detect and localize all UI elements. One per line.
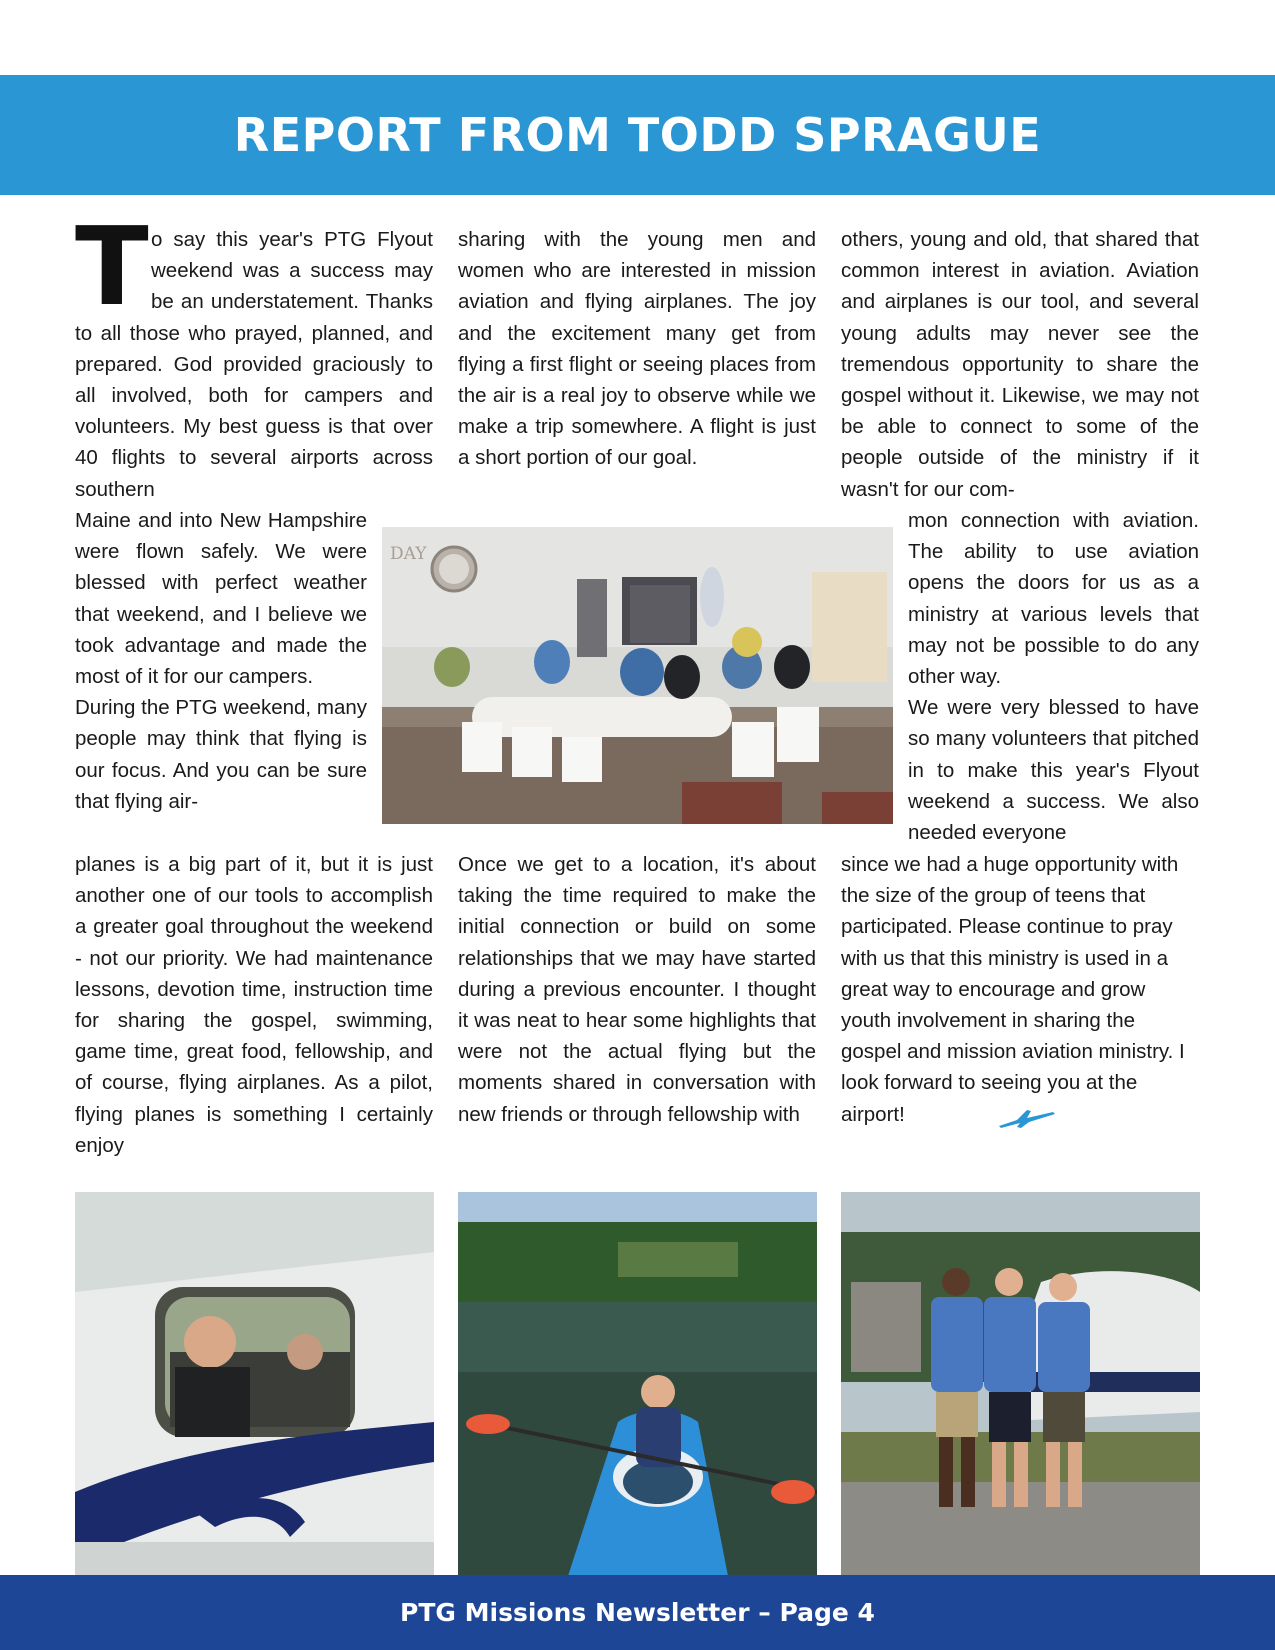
article-para-4: Once we get to a location, it's about taking the time required to make the initial connection or build on some relationships that we may have started during a previous encounter. I thought it was neat to hear some highlights that were not the actual flying but the moments shared in conversation with new friends or through fellowship with [458,853,816,1126]
article-col2-top [458,224,816,474]
article-para-3: sharing with the young men and women who are interested in mission aviation and flying airplanes. The joy and the excitement many get from flying a first flight or seeing places from the air is a real joy to observe while we make a trip somewhere. A flight is just a short portion of our goal. [458,228,816,470]
page-title: REPORT FROM TODD SPRAGUE [233,108,1042,162]
title-banner [0,75,1275,195]
article-intro: o say this year's PTG Flyout weekend was a success may be an understatement. [151,228,433,314]
article-col3-bottom [841,849,1199,1130]
article-para-6b: since we had a huge opportunity with the size of the group of teens that participated. Please continue to pray with us that this ministry is used in a great way to encourage and grow youth involvement in sharing the gospel and mission aviation ministry. I look forward to seeing you at the airport! [841,853,1185,1126]
article-para-5a: others, young and old, that shared that common interest in aviation. Aviation and airplanes is our tool, and several young adults may never see the tremendous opportunity to share the gospel without it. Likewise, we may not be able to connect to some of the people outside of the ministry if it wasn't for our com- [841,228,1199,501]
drop-cap: T [75,205,149,330]
article-para-1b: Maine and into New Hampshire were flown safely. We were blessed with perfect weather that weekend, and I believe we took advantage and made the most of it for our campers. [75,509,367,689]
photo-sign-text: DAY [390,544,427,564]
article-para-5b: mon connection with aviation. The ability to use aviation opens the doors for us as a ministry at various levels that may not be possible to do any other way. [908,509,1199,689]
article-col2-bottom [458,849,816,1130]
article-para-6a: We were very blessed to have so many volunteers that pitched in to make this year's Flyout weekend a success. We also needed everyone [908,696,1199,845]
article-col1-top [75,205,434,505]
kayak-photo [458,1192,817,1576]
article-para-2b: planes is a big part of it, but it is just another one of our tools to accomplish a greater goal throughout the weekend - not our priority. We had maintenance lessons, devotion time, instruction time for sharing the gospel, swimming, game time, great food, fellowship, and of course, flying airplanes. As a pilot, flying planes is something I certainly enjoy [75,853,433,1157]
meeting-room-photo [382,527,893,824]
page-footer [0,1575,1275,1650]
article-para-2a: During the PTG weekend, many people may think that flying is our focus. And you can be sure that flying air- [75,696,367,813]
article-col3-wrap [908,505,1199,848]
article-para-1a: Thanks to all those who prayed, planned, and prepared. God provided graciously to all involved, both for campers and volunteers. My best guess is that over 40 flights to several airports across southern [75,290,434,501]
airplane-icon [997,1104,1057,1130]
article-col3-top [841,224,1199,505]
footer-text: PTG Missions Newsletter – Page 4 [400,1598,875,1627]
article-col1-bottom [75,849,433,1161]
cockpit-photo [75,1192,434,1576]
article-col1-wrap [75,505,367,817]
campers-photo [841,1192,1200,1576]
